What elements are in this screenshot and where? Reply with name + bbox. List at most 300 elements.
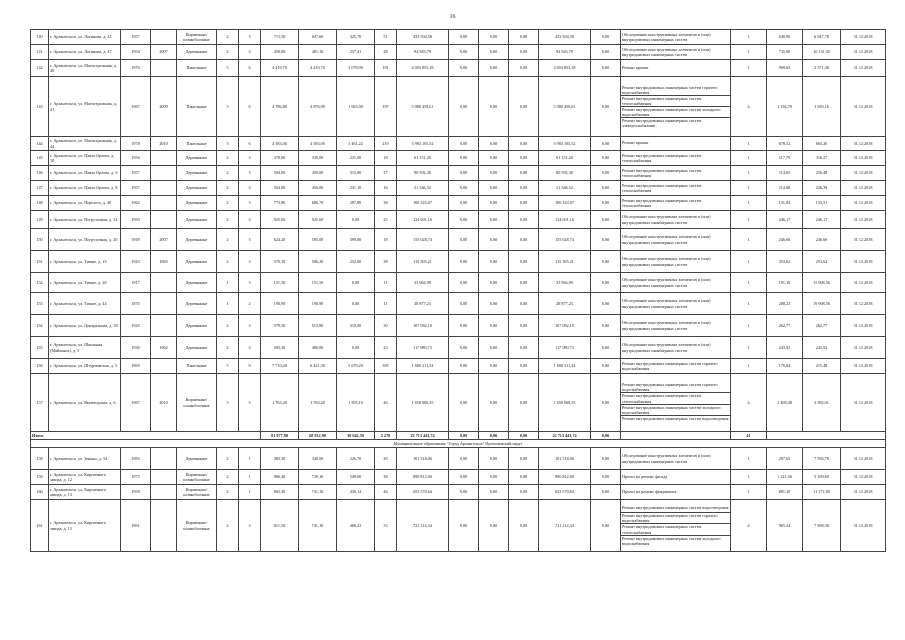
residents-cell: 11 [375, 273, 397, 293]
total-area-cell: 7 710,20 [261, 359, 299, 374]
address-cell: г. Архангельск, ул. Кирпичного завода, д. 12 [49, 470, 121, 485]
commission-year-cell [151, 60, 177, 77]
region-budget-cell: 0,00 [479, 151, 509, 166]
works-cell [621, 359, 731, 374]
owners-funds-cell: 28 877,23 [539, 293, 591, 315]
works-count-cell: 1 [731, 359, 767, 374]
wall-material-cell: Деревянные [177, 337, 217, 359]
residents-cell: 197 [375, 77, 397, 137]
premises-area-cell: 151,50 [299, 273, 337, 293]
unit-cost-cell: 969,63 [767, 60, 803, 77]
residents-cell: 20 [375, 448, 397, 470]
work-item: Обследование конструктивных элементов и (или) внутридомовых инженерных систем [622, 342, 711, 353]
deadline-cell: 31.12.2018 [841, 315, 886, 337]
work-item: Проект на ремонт фундамента [622, 488, 677, 494]
owners-funds-cell: 1 658 060,35 [539, 374, 591, 432]
other-funds-cell: 0,00 [591, 293, 621, 315]
work-item: Обследование конструктивных элементов и (или) внутридомовых инженерных систем [622, 277, 711, 288]
table-row [31, 30, 886, 45]
premises-area-cell: 340,00 [299, 448, 337, 470]
region-budget-cell: 0,00 [479, 166, 509, 181]
total-area-cell: 925,60 [261, 211, 299, 229]
wall-material-cell: Деревянные [177, 151, 217, 166]
deadline-cell: 31.12.2018 [841, 45, 886, 60]
floors-cell: 5 [217, 137, 239, 151]
work-item: Ремонт внутридомовых инженерных систем теплоснабжения [622, 182, 702, 193]
address-cell: г. Архангельск, ул. Магистральная, д. 44 [49, 137, 121, 151]
region-budget-cell: 0,00 [479, 293, 509, 315]
entrances-cell: 6 [239, 60, 261, 77]
commission-year-cell [151, 315, 177, 337]
total-area-cell: 579,50 [261, 315, 299, 337]
total-cost-cell: 115 305,21 [397, 251, 449, 273]
row-number: 149 [31, 211, 49, 229]
region-budget-cell: 0,00 [479, 60, 509, 77]
build-year-cell: 1983 [121, 448, 151, 470]
local-budget-cell: 0,00 [509, 448, 539, 470]
unit-cost-cell: 878,52 [767, 137, 803, 151]
region-budget-cell: 0,00 [479, 181, 509, 196]
region-budget-cell: 0,00 [479, 448, 509, 470]
entrances-cell: 5 [239, 374, 261, 432]
living-area-cell: 439,14 [337, 485, 375, 500]
unit-cost-cell: 640,90 [767, 30, 803, 45]
total-cost-cell: 117 080,73 [397, 337, 449, 359]
address-cell: г. Архангельск, ул. Павла Орлова, д. 10 [49, 151, 121, 166]
living-area-cell: 287,80 [337, 196, 375, 211]
local-budget-cell: 0,00 [509, 137, 539, 151]
entrances-cell: 3 [239, 229, 261, 251]
total-cost-cell: 80 592,30 [397, 166, 449, 181]
max-cost-cell: 7 594,78 [803, 448, 841, 470]
build-year-cell: 1978 [121, 137, 151, 151]
max-cost-cell: 19 908,56 [803, 293, 841, 315]
unit-cost-cell: 1 194,79 [767, 77, 803, 137]
total-area-cell: 773,80 [261, 196, 299, 211]
total-sum-cell: 22 713 443,74 [397, 432, 449, 440]
fund-cost-cell: 0,00 [449, 251, 479, 273]
commission-year-cell [151, 448, 177, 470]
other-funds-cell: 0,00 [591, 251, 621, 273]
fund-cost-cell: 0,00 [449, 166, 479, 181]
build-year-cell: 1969 [121, 359, 151, 374]
living-area-cell: 237,41 [337, 45, 375, 60]
section-header-row [31, 440, 886, 448]
residents-cell: 30 [375, 315, 397, 337]
living-area-cell: 3 461,22 [337, 137, 375, 151]
residents-cell: 28 [375, 45, 397, 60]
entrances-cell: 3 [239, 45, 261, 60]
row-number: 161 [31, 500, 49, 552]
deadline-cell: 31.12.2018 [841, 211, 886, 229]
region-budget-cell: 0,00 [479, 30, 509, 45]
fund-cost-cell: 0,00 [449, 211, 479, 229]
region-budget-cell: 0,00 [479, 45, 509, 60]
max-cost-cell: 15 908,56 [803, 273, 841, 293]
owners-funds-cell: 106 343,07 [539, 196, 591, 211]
build-year-cell: 1957 [121, 181, 151, 196]
address-cell: г. Архангельск, ул. Тимме, д. 15 [49, 251, 121, 273]
address-cell: г. Архангельск, ул. Павла Орлова, д. 8 [49, 181, 121, 196]
premises-area-cell: 4 876,90 [299, 77, 337, 137]
total-cost-cell: 1 658 060,35 [397, 374, 449, 432]
build-year-cell: 1956 [121, 151, 151, 166]
living-area-cell: 5 670,20 [337, 359, 375, 374]
premises-area-cell: 686,70 [299, 196, 337, 211]
commission-year-cell: 2010 [151, 137, 177, 151]
total-cost-cell: 106 343,07 [397, 196, 449, 211]
fund-cost-cell: 0,00 [449, 30, 479, 45]
region-budget-cell: 0,00 [479, 337, 509, 359]
table-row [31, 137, 886, 151]
owners-funds-cell: 80 592,30 [539, 166, 591, 181]
unit-cost-cell: 243,92 [767, 337, 803, 359]
total-a3-cell: 38 642,59 [337, 432, 375, 440]
region-budget-cell: 0,00 [479, 211, 509, 229]
total-cost-cell: 107 082,10 [397, 315, 449, 337]
works-cell [621, 30, 731, 45]
works-cell [621, 229, 731, 251]
residents-cell: 38 [375, 470, 397, 485]
local-budget-cell: 0,00 [509, 374, 539, 432]
entrances-cell: 6 [239, 137, 261, 151]
deadline-cell: 31.12.2018 [841, 137, 886, 151]
living-area-cell: 226,70 [337, 448, 375, 470]
work-item: Обследование конструктивных элементов и (или) внутридомовых инженерных систем [622, 214, 711, 225]
work-item: Ремонт внутридомовых инженерных систем горячего водоснабжения [622, 84, 718, 95]
table-row [31, 337, 886, 359]
entrances-cell: 3 [239, 273, 261, 293]
works-count-cell: 1 [731, 211, 767, 229]
max-cost-cell: 226,39 [803, 181, 841, 196]
deadline-cell: 31.12.2018 [841, 273, 886, 293]
total-ppl-cell: 2 278 [375, 432, 397, 440]
living-area-cell: 0,00 [337, 211, 375, 229]
unit-cost-cell: 170,84 [767, 359, 803, 374]
residents-cell: 46 [375, 374, 397, 432]
entrances-cell: 3 [239, 30, 261, 45]
floors-cell: 5 [217, 77, 239, 137]
works-cell [621, 251, 731, 273]
unit-cost-cell: 262,77 [767, 315, 803, 337]
total-area-cell: 713,50 [261, 30, 299, 45]
region-budget-cell: 0,00 [479, 137, 509, 151]
deadline-cell: 31.12.2018 [841, 60, 886, 77]
wall-material-cell: Деревянные [177, 448, 217, 470]
total-area-cell: 624,20 [261, 229, 299, 251]
entrances-cell: 1 [239, 470, 261, 485]
max-cost-cell: 5 169,60 [803, 470, 841, 485]
wall-material-cell: Деревянные [177, 181, 217, 196]
total-label-cell: Итого [31, 432, 261, 440]
entrances-cell: 3 [239, 315, 261, 337]
build-year-cell: 1976 [121, 60, 151, 77]
local-budget-cell: 0,00 [509, 337, 539, 359]
total-area-cell: 458,80 [261, 45, 299, 60]
wall-material-cell: Деревянные [177, 196, 217, 211]
unit-cost-cell: 246,60 [767, 229, 803, 251]
living-area-cell: 0,00 [337, 293, 375, 315]
residents-cell: 38 [375, 251, 397, 273]
residents-cell: 191 [375, 60, 397, 77]
fund-cost-cell: 0,00 [449, 359, 479, 374]
deadline-cell: 31.12.2018 [841, 30, 886, 45]
commission-year-cell [151, 30, 177, 45]
total-a2-cell: 68 812,90 [299, 432, 337, 440]
region-budget-cell: 0,00 [479, 229, 509, 251]
local-budget-cell: 0,00 [509, 293, 539, 315]
commission-year-cell [151, 293, 177, 315]
row-number: 152 [31, 273, 49, 293]
fund-cost-cell: 0,00 [449, 337, 479, 359]
fund-cost-cell: 0,00 [449, 181, 479, 196]
residents-cell: 18 [375, 229, 397, 251]
living-area-cell: 425,70 [337, 30, 375, 45]
commission-year-cell: 1965 [151, 251, 177, 273]
wall-material-cell: Кирпичные/шлакоблочные [177, 470, 217, 485]
address-cell: г. Архангельск, ул. Магистральная, д. 40 [49, 60, 121, 77]
work-item: Ремонт внутридомовых инженерных систем теплоснабжения [621, 95, 730, 106]
work-item: Ремонт внутридомовых инженерных систем теплоснабжения [621, 392, 730, 403]
owners-funds-cell: 101 518,06 [539, 448, 591, 470]
local-budget-cell: 0,00 [509, 60, 539, 77]
total-z3-cell: 0,00 [509, 432, 539, 440]
works-cell [621, 166, 731, 181]
entrances-cell: 3 [239, 151, 261, 166]
unit-cost-cell: 191,10 [767, 273, 803, 293]
region-budget-cell: 0,00 [479, 273, 509, 293]
floors-cell: 2 [217, 30, 239, 45]
total-cost-cell: 101 518,06 [397, 448, 449, 470]
total-area-cell: 151,50 [261, 273, 299, 293]
work-item: Обследование конструктивных элементов и (или) внутридомовых инженерных систем [622, 234, 711, 245]
local-budget-cell: 0,00 [509, 151, 539, 166]
owners-funds-cell: 61 151,20 [539, 151, 591, 166]
owners-funds-cell: 33 964,99 [539, 273, 591, 293]
owners-funds-cell: 4 003 853,18 [539, 60, 591, 77]
address-cell: г. Архангельск, ул. Магистральная, д. 41 [49, 77, 121, 137]
floors-cell: 2 [217, 45, 239, 60]
total-cost-cell: 721 114,34 [397, 500, 449, 552]
work-item: Ремонт внутридомовых инженерных систем горячего водоснабжения [622, 382, 718, 393]
wall-material-cell: Кирпичные/шлакоблочные [177, 500, 217, 552]
residents-cell: 27 [375, 166, 397, 181]
row-number: 158 [31, 448, 49, 470]
other-funds-cell: 0,00 [591, 337, 621, 359]
unit-cost-cell: 881,30 [767, 485, 803, 500]
entrances-cell: 2 [239, 293, 261, 315]
unit-cost-cell: 208,23 [767, 293, 803, 315]
row-number: 153 [31, 293, 49, 315]
build-year-cell: 1949 [121, 229, 151, 251]
fund-cost-cell: 0,00 [449, 485, 479, 500]
region-budget-cell: 0,00 [479, 359, 509, 374]
table-row [31, 151, 886, 166]
other-funds-cell: 0,00 [591, 166, 621, 181]
table-row [31, 359, 886, 374]
deadline-cell: 31.12.2018 [841, 293, 886, 315]
commission-year-cell [151, 196, 177, 211]
total-a1-cell: 81 977,80 [261, 432, 299, 440]
premises-area-cell: 925,60 [299, 211, 337, 229]
works-count-cell: 1 [731, 293, 767, 315]
floors-cell: 5 [217, 359, 239, 374]
deadline-cell: 31.12.2018 [841, 448, 886, 470]
living-area-cell: 549,60 [337, 470, 375, 485]
build-year-cell: 1917 [121, 273, 151, 293]
total-own-cell: 22 713 443,74 [539, 432, 591, 440]
works-cell [621, 151, 731, 166]
living-area-cell: 315,00 [337, 166, 375, 181]
wall-material-cell: Панельные [177, 137, 217, 151]
table-row [31, 315, 886, 337]
table-row [31, 251, 886, 273]
commission-year-cell [151, 485, 177, 500]
repair-register-table [30, 29, 886, 552]
build-year-cell: 1958 [121, 485, 151, 500]
table-row [31, 500, 886, 552]
fund-cost-cell: 0,00 [449, 448, 479, 470]
row-number: 157 [31, 374, 49, 432]
works-count-cell: 1 [731, 151, 767, 166]
local-budget-cell: 0,00 [509, 196, 539, 211]
entrances-cell: 3 [239, 211, 261, 229]
entrances-cell: 1 [239, 485, 261, 500]
deadline-cell: 31.12.2018 [841, 196, 886, 211]
address-cell: г. Архангельск, ул. Центральная, д. 30 [49, 315, 121, 337]
works-count-cell: 1 [731, 137, 767, 151]
address-cell: г. Архангельск, ул. Тимме, д. 44 [49, 293, 121, 315]
commission-year-cell: 2007 [151, 229, 177, 251]
living-area-cell: 480,22 [337, 500, 375, 552]
address-cell: г. Архангельск, ул. Погрузочная, д. 14 [49, 211, 121, 229]
build-year-cell: 1945 [121, 315, 151, 337]
local-budget-cell: 0,00 [509, 77, 539, 137]
owners-funds-cell: 433 504,58 [539, 30, 591, 45]
total-area-cell: 570,10 [261, 251, 299, 273]
unit-cost-cell: 1 221,36 [767, 470, 803, 485]
premises-area-cell: 647,60 [299, 30, 337, 45]
wall-material-cell: Деревянные [177, 166, 217, 181]
works-cell [621, 500, 731, 552]
floors-cell: 2 [217, 485, 239, 500]
premises-area-cell: 450,00 [299, 181, 337, 196]
owners-funds-cell: 653 570,64 [539, 485, 591, 500]
build-year-cell: 1954 [121, 45, 151, 60]
owners-funds-cell: 5 080 459,61 [539, 77, 591, 137]
local-budget-cell: 0,00 [509, 45, 539, 60]
entrances-cell: 3 [239, 196, 261, 211]
owners-funds-cell: 3 983 105,52 [539, 137, 591, 151]
address-cell: г. Архангельск, ул. Кирпичного завода, д. 15 [49, 500, 121, 552]
works-count-cell: 1 [731, 30, 767, 45]
other-funds-cell: 0,00 [591, 500, 621, 552]
entrances-cell: 1 [239, 448, 261, 470]
table-row [31, 211, 886, 229]
floors-cell: 5 [217, 374, 239, 432]
max-cost-cell: 253,62 [803, 251, 841, 273]
unit-cost-cell: 253,62 [767, 251, 803, 273]
wall-material-cell: Деревянные [177, 315, 217, 337]
premises-area-cell: 585,00 [299, 229, 337, 251]
deadline-cell: 31.12.2018 [841, 500, 886, 552]
premises-area-cell: 741,10 [299, 485, 337, 500]
works-cell [621, 470, 731, 485]
premises-area-cell: 4 583,00 [299, 137, 337, 151]
region-budget-cell: 0,00 [479, 77, 509, 137]
fund-cost-cell: 0,00 [449, 374, 479, 432]
row-number: 155 [31, 337, 49, 359]
region-budget-cell: 0,00 [479, 251, 509, 273]
work-item: Ремонт внутридомовых инженерных систем теплоснабжения [622, 167, 702, 178]
address-cell: г. Архангельск, ул. Перелета, д. 40 [49, 196, 121, 211]
local-budget-cell: 0,00 [509, 166, 539, 181]
work-item: Ремонт внутридомовых инженерных систем холодного водоснабжения [621, 535, 730, 546]
commission-year-cell [151, 181, 177, 196]
max-cost-cell: 7 698,38 [803, 500, 841, 552]
works-cell [621, 315, 731, 337]
local-budget-cell: 0,00 [509, 273, 539, 293]
row-number: 145 [31, 151, 49, 166]
premises-area-cell: 450,00 [299, 166, 337, 181]
work-item: Ремонт крыши [622, 64, 649, 70]
region-budget-cell: 0,00 [479, 470, 509, 485]
row-number: 142 [31, 60, 49, 77]
floors-cell: 2 [217, 251, 239, 273]
total-z4-cell: 0,00 [591, 432, 621, 440]
total-area-cell: 190,90 [261, 293, 299, 315]
premises-area-cell: 513,80 [299, 315, 337, 337]
region-budget-cell: 0,00 [479, 374, 509, 432]
deadline-cell: 31.12.2018 [841, 470, 886, 485]
table-row [31, 374, 886, 432]
floors-cell: 2 [217, 166, 239, 181]
total-area-cell: 383,30 [261, 448, 299, 470]
total-area-cell: 583,30 [261, 337, 299, 359]
total-area-cell: 4 786,80 [261, 77, 299, 137]
floors-cell: 2 [217, 315, 239, 337]
owners-funds-cell: 117 080,73 [539, 337, 591, 359]
living-area-cell: 231,10 [337, 181, 375, 196]
premises-area-cell: 480,00 [299, 337, 337, 359]
total-area-cell: 504,00 [261, 166, 299, 181]
total-cost-cell: 433 504,58 [397, 30, 449, 45]
commission-year-cell: 2007 [151, 45, 177, 60]
total-cost-cell: 5 080 459,61 [397, 77, 449, 137]
other-funds-cell: 0,00 [591, 448, 621, 470]
entrances-cell: 3 [239, 251, 261, 273]
entrances-cell: 6 [239, 77, 261, 137]
max-cost-cell: 1 650,16 [803, 77, 841, 137]
works-count-cell: 1 [731, 273, 767, 293]
works-cell [621, 211, 731, 229]
work-item: Ремонт внутридомовых инженерных систем теплоснабжения [621, 523, 730, 534]
works-count-cell: 1 [731, 337, 767, 359]
build-year-cell: 1957 [121, 166, 151, 181]
floors-cell: 2 [217, 181, 239, 196]
other-funds-cell: 0,00 [591, 273, 621, 293]
premises-area-cell: 401,10 [299, 45, 337, 60]
fund-cost-cell: 0,00 [449, 293, 479, 315]
table-row [31, 448, 886, 470]
deadline-cell: 31.12.2018 [841, 151, 886, 166]
residents-cell: 23 [375, 337, 397, 359]
max-cost-cell: 665,26 [803, 137, 841, 151]
other-funds-cell: 0,00 [591, 60, 621, 77]
works-cell [621, 77, 731, 137]
living-area-cell: 399,00 [337, 229, 375, 251]
residents-cell: 38 [375, 196, 397, 211]
